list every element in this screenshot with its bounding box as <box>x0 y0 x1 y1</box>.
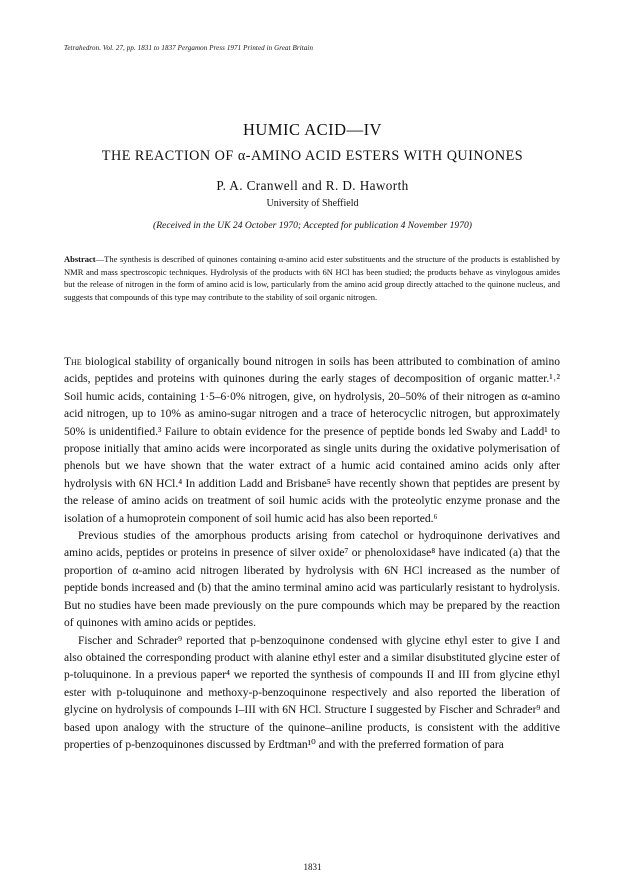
abstract-lead: Abstract <box>64 254 96 264</box>
article-title: HUMIC ACID—IV <box>243 120 382 139</box>
article-subtitle: THE REACTION OF α-AMINO ACID ESTERS WITH QUINONES <box>101 148 524 164</box>
abstract <box>64 253 560 303</box>
affiliation: University of Sheffield <box>266 198 359 209</box>
paragraph-3: Fischer and Schrader⁹ reported that p-benzoquinone condensed with glycine ethyl ester to give I and also obtained the corresponding product with alanine ethyl ester and a similar disubstituted glycine ester of p-toluquinone. In a previous paper⁴ we reported the synthesis of compounds II and III from glycine ethyl ester with p-toluquinone and methoxy-p-benzoquinone respectively and also reported the liberation of glycine on hydrolysis of compounds I–III with 6N HCl. Structure I suggested by Fischer and Schrader⁹ and based upon analogy with the structure of the quinone–aniline products, is consistent with the additive properties of p-benzoquinones discussed by Erdtman¹⁰ and with the preferred formation of para <box>64 634 560 751</box>
journal-header: Tetrahedron. Vol. 27, pp. 1831 to 1837 Pergamon Press 1971 Printed in Great Britain <box>64 44 314 52</box>
paragraph-1-text: biological stability of organically bound nitrogen in soils has been attributed to combination of amino acids, peptides and proteins with quinones during the early stages of decomposition of organic matter.¹˒² Soil humic acids, containing 1·5–6·0% nitrogen, give, on hydrolysis, 20–50% of their nitrogen as α-amino acid nitrogen, up to 10% as amino-sugar nitrogen and a trace of heterocyclic nitrogen, but approximately 50% is unidentified.³ Failure to obtain evidence for the presence of peptide bonds led Swaby and Ladd¹ to propose initially that amino acids were incorporated as single units during the oxidative polymerisation of phenols but we have shown that the water extract of a humic acid contained amino acids only after hydrolysis with 6N HCl.⁴ In addition Ladd and Brisbane⁵ have recently shown that peptides are present by the release of amino acids on treatment of soil humic acids with the proteolytic enzyme pronase and the isolation of a humoprotein component of soil humic acid has also been reported.⁶ <box>64 356 560 525</box>
page-number: 1831 <box>303 862 322 872</box>
authors: P. A. Cranwell and R. D. Haworth <box>216 178 409 193</box>
abstract-text: —The synthesis is described of quinones containing α-amino acid ester substituents and the structure of the products is established by NMR and mass spectroscopic techniques. Hydrolysis of the products with 6N HCl has been studied; the products behave as vinylogous amides but the release of nitrogen in the form of amino acid is low, particularly from the amino acid group directly attached to the quinone nucleus, and suggests that compounds of this type may contribute to the stability of soil organic nitrogen. <box>64 254 560 302</box>
received-dates: (Received in the UK 24 October 1970; Accepted for publication 4 November 1970) <box>153 220 472 231</box>
paragraph-1-lead: The <box>64 356 82 368</box>
paragraph-2: Previous studies of the amorphous products arising from catechol or hydroquinone derivatives and amino acids, peptides or proteins in presence of silver oxide⁷ or phenoloxidase⁸ have indicated (a) that the proportion of α-amino acid nitrogen liberated by hydrolysis with 6N HCl increased as the number of peptide bonds increased and (b) that the amino terminal amino acid was particularly resistant to hydrolysis. But no studies have been made previously on the pure compounds which may be prepared by the reaction of quinones with amino acids or peptides. <box>64 530 560 630</box>
paragraph-1 <box>64 354 560 528</box>
body-text <box>64 354 560 754</box>
